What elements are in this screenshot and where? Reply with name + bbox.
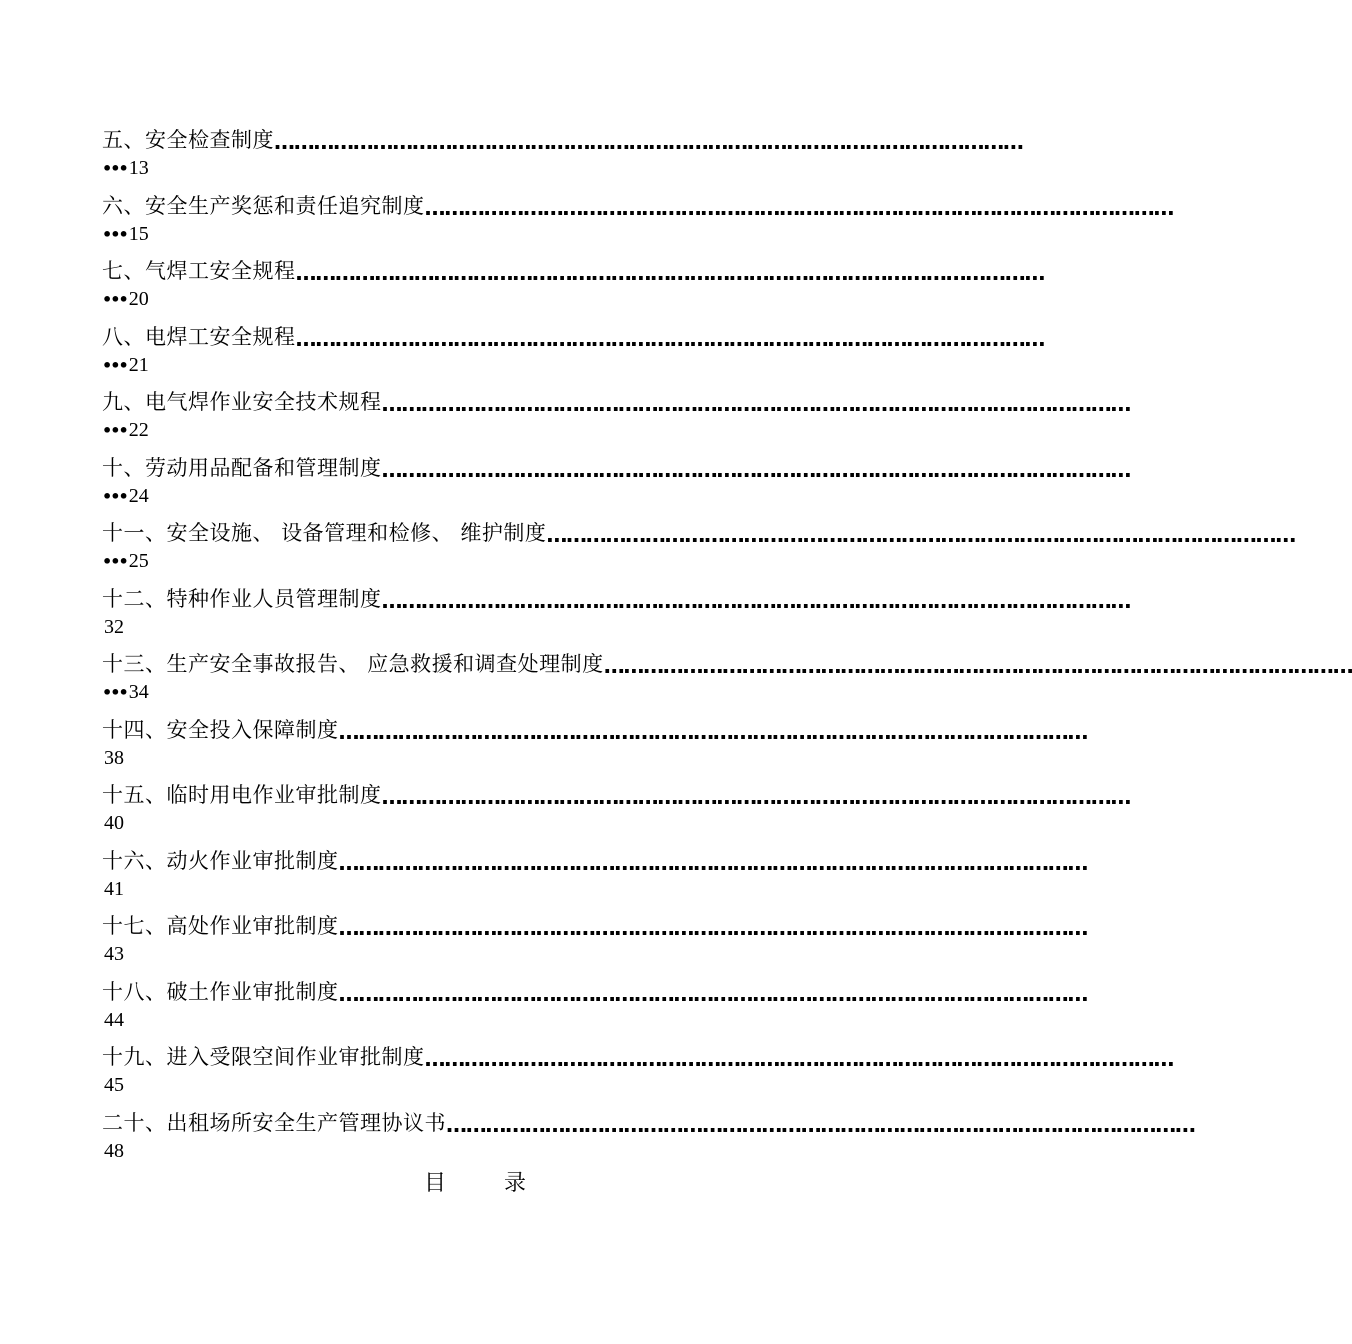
dot-leader: …………………………………………………………………………………………………… (424, 1047, 1174, 1071)
toc-page-number: 40 (104, 812, 124, 834)
toc-entry-title: 十三、生产安全事故报告、 应急救援和调查处理制度 (102, 652, 604, 676)
toc-entry (102, 1035, 1174, 1101)
toc-entry-title: 十八、破土作业审批制度 (102, 979, 339, 1004)
toc-entry-title: 六、安全生产奖惩和责任追究制度 (102, 193, 425, 218)
dot-leader: …………………………………………………………………………………………………… (603, 654, 1352, 678)
toc-entry (102, 904, 1088, 970)
dot-leader: …………………………………………………………………………………………………… (381, 588, 1131, 613)
heading-char-1: 目 (423, 1171, 446, 1196)
toc-entry-title: 十、劳动用品配备和管理制度 (102, 455, 382, 480)
continuation-dots: ••• (102, 355, 127, 375)
dot-leader: …………………………………………………………………………………………………… (274, 130, 1023, 154)
toc-entry (102, 708, 1088, 774)
toc-page-number: 34 (128, 681, 149, 703)
toc-entry (102, 839, 1088, 905)
toc-entry-title: 十五、临时用电作业审批制度 (102, 783, 382, 807)
toc-page-number: 22 (128, 419, 149, 441)
continuation-dots: ••• (102, 159, 127, 178)
toc-page-number: 32 (104, 615, 124, 638)
toc-entry (102, 970, 1088, 1036)
toc-entry (102, 446, 1131, 512)
toc-page-number: 24 (128, 484, 149, 507)
toc-entry (102, 773, 1131, 839)
toc-entry-title: 七、气焊工安全规程 (102, 259, 296, 283)
toc-entry-title: 二十、出租场所安全生产管理协议书 (102, 1110, 446, 1135)
toc-entry-title: 十四、安全投入保障制度 (102, 717, 339, 742)
toc-page-number: 44 (104, 1008, 124, 1031)
table-of-contents (102, 118, 1352, 1166)
toc-page-number: 48 (104, 1139, 124, 1162)
continuation-dots: ••• (102, 486, 127, 506)
dot-leader: …………………………………………………………………………………………………… (338, 916, 1088, 940)
toc-page-number: 15 (128, 222, 149, 245)
dot-leader: …………………………………………………………………………………………………… (424, 195, 1174, 220)
dot-leader: …………………………………………………………………………………………………… (338, 719, 1088, 744)
toc-entry (102, 315, 1045, 381)
continuation-dots: ••• (102, 290, 127, 309)
toc-entry (102, 642, 1352, 708)
dot-leader: …………………………………………………………………………………………………… (381, 457, 1131, 482)
toc-page-number: 21 (128, 353, 149, 376)
dot-leader: …………………………………………………………………………………………………… (381, 785, 1131, 809)
toc-page-number: 20 (128, 288, 149, 310)
toc-entry-title: 十一、安全设施、 设备管理和检修、 维护制度 (102, 521, 547, 545)
toc-entry-title: 十六、动火作业审批制度 (102, 848, 339, 873)
toc-entry (102, 511, 1295, 577)
toc-entry-title: 十二、特种作业人员管理制度 (102, 586, 382, 611)
toc-page-number: 13 (128, 157, 149, 179)
continuation-dots: ••• (102, 421, 127, 440)
toc-page-number: 45 (104, 1074, 124, 1096)
dot-leader: …………………………………………………………………………………………………… (446, 1112, 1195, 1137)
dot-leader: …………………………………………………………………………………………………… (381, 392, 1131, 416)
dot-leader: …………………………………………………………………………………………………… (295, 261, 1045, 285)
toc-entry (102, 1101, 1195, 1167)
page-title (0, 1166, 950, 1197)
toc-entry-title: 十七、高处作业审批制度 (102, 914, 339, 938)
dot-leader: …………………………………………………………………………………………………… (338, 981, 1088, 1006)
toc-entry-title: 十九、进入受限空间作业审批制度 (102, 1045, 425, 1069)
toc-entry (102, 380, 1131, 446)
toc-entry-title: 五、安全检查制度 (102, 128, 274, 152)
toc-page-number: 38 (104, 746, 124, 769)
toc-page-number: 43 (104, 943, 124, 965)
dot-leader: …………………………………………………………………………………………………… (546, 523, 1295, 547)
toc-entry-title: 八、电焊工安全规程 (102, 324, 296, 349)
toc-entry (102, 577, 1131, 643)
dot-leader: …………………………………………………………………………………………………… (338, 850, 1088, 875)
continuation-dots: ••• (102, 552, 127, 571)
toc-entry (102, 184, 1174, 250)
toc-page-number: 41 (104, 877, 124, 900)
continuation-dots: ••• (102, 683, 127, 702)
dot-leader: …………………………………………………………………………………………………… (295, 326, 1045, 351)
heading-char-2: 录 (504, 1171, 527, 1196)
toc-entry (102, 249, 1045, 315)
toc-entry-title: 九、电气焊作业安全技术规程 (102, 390, 382, 414)
toc-page-number: 25 (128, 550, 149, 572)
toc-entry (102, 118, 1023, 184)
continuation-dots: ••• (102, 224, 127, 244)
